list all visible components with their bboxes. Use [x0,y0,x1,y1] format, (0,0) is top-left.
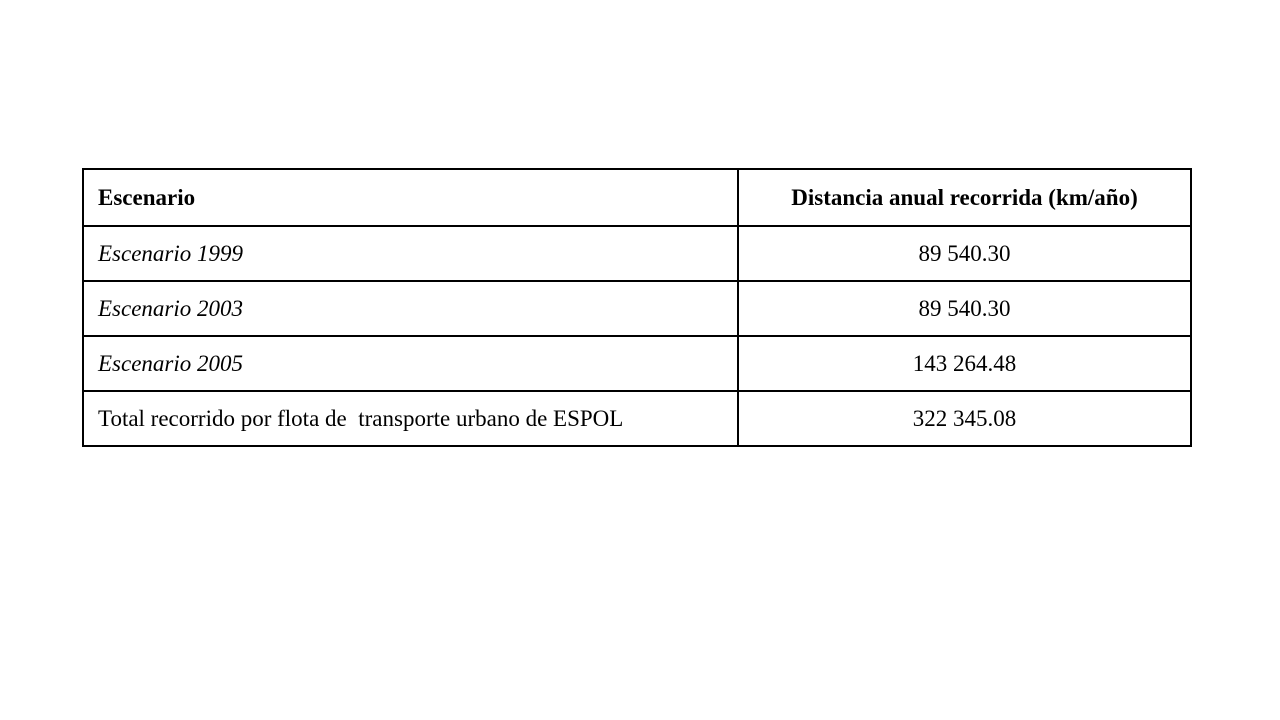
table-row-total [83,391,1191,446]
table-row [83,336,1191,391]
row-value: 89 540.30 [738,226,1191,281]
total-label: Total recorrido por flota de transporte urbano de ESPOL [83,391,738,446]
row-label: Escenario 2005 [83,336,738,391]
row-value: 143 264.48 [738,336,1191,391]
header-scenario: Escenario [83,169,738,226]
row-label: Escenario 1999 [83,226,738,281]
row-value: 89 540.30 [738,281,1191,336]
data-table-container [82,168,1190,447]
table-row [83,226,1191,281]
table-header-row [83,169,1191,226]
row-label: Escenario 2003 [83,281,738,336]
distance-table [82,168,1192,447]
total-value: 322 345.08 [738,391,1191,446]
table-row [83,281,1191,336]
header-annual-distance: Distancia anual recorrida (km/año) [738,169,1191,226]
